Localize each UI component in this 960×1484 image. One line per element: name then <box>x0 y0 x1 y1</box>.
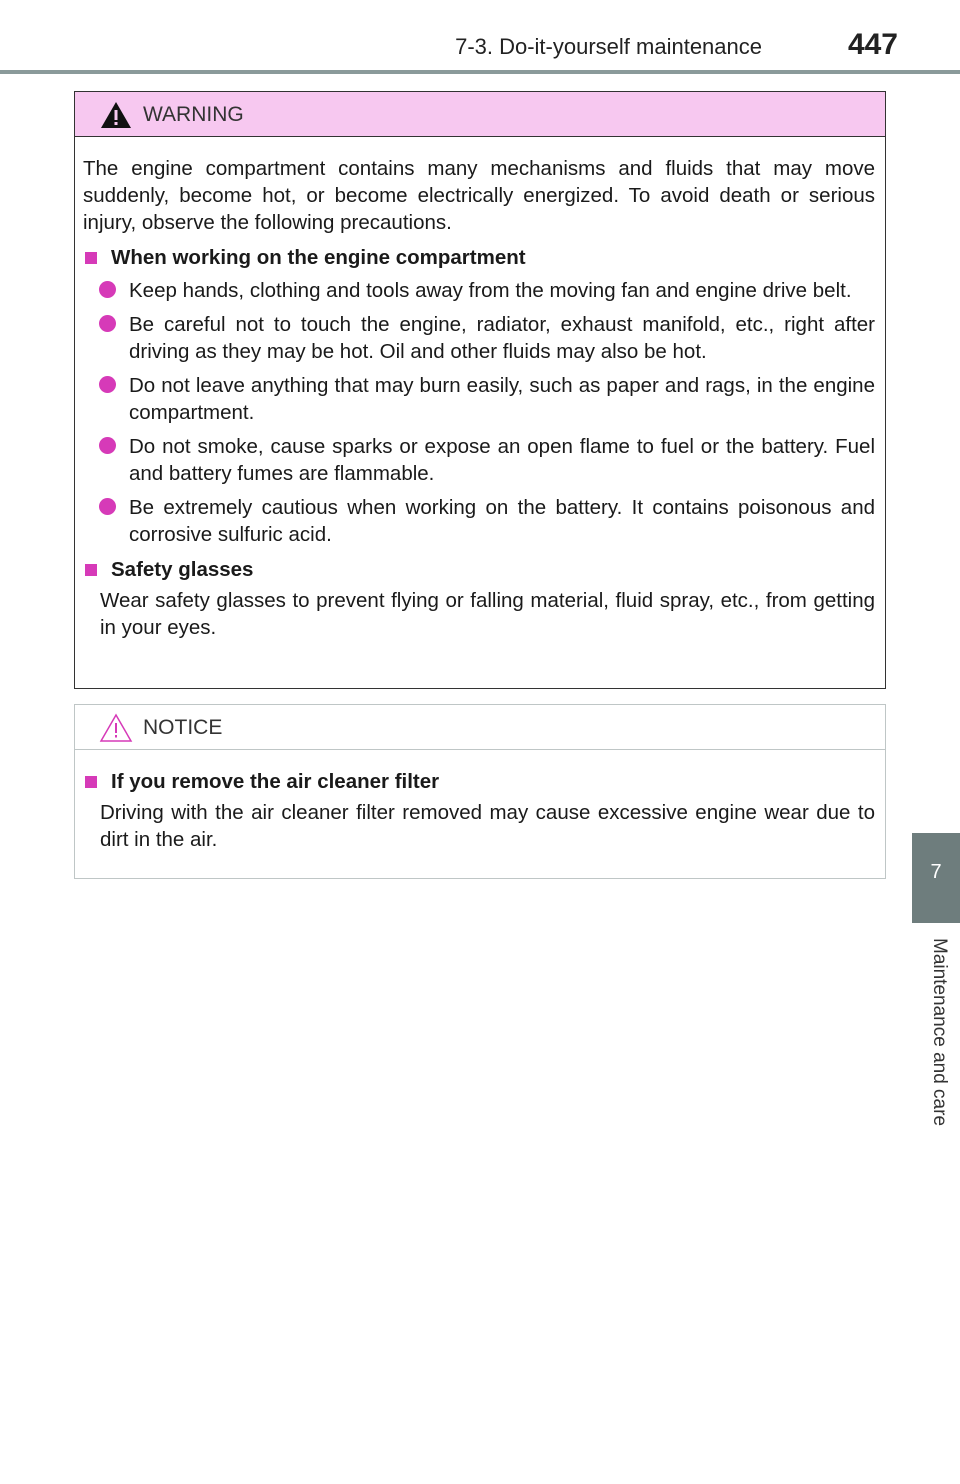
notice-box <box>74 704 886 879</box>
notice-header <box>75 705 885 750</box>
chapter-tab[interactable] <box>912 833 960 923</box>
warning-triangle-icon <box>99 100 133 130</box>
round-bullet-icon <box>99 437 116 454</box>
list-item <box>99 277 875 304</box>
warning-content <box>75 155 885 641</box>
list-item <box>99 494 875 548</box>
notice-triangle-icon <box>99 713 133 743</box>
notice-title: NOTICE <box>143 716 223 739</box>
section-title: 7-3. Do-it-yourself maintenance <box>455 34 762 59</box>
square-bullet-icon <box>85 252 97 264</box>
notice-content <box>75 768 885 853</box>
notice-heading <box>83 768 875 795</box>
header-rule <box>0 70 960 74</box>
warning-intro: The engine compartment contains many mechanisms and fluids that may move suddenly, become hot, or become electrically energized. To avoid death or serious injury, observe the following precautions. <box>83 157 875 234</box>
warning-box <box>74 91 886 689</box>
list-item-text: Keep hands, clothing and tools away from the moving fan and engine drive belt. <box>129 279 852 302</box>
list-item-text: Do not leave anything that may burn easily, such as paper and rags, in the engine compartment. <box>129 374 875 424</box>
section-heading <box>83 244 875 271</box>
square-bullet-icon <box>85 564 97 576</box>
page-number: 447 <box>847 28 898 61</box>
chapter-label: Maintenance and care <box>929 938 950 1127</box>
list-item <box>99 311 875 365</box>
round-bullet-icon <box>99 498 116 515</box>
list-item-text: Be careful not to touch the engine, radiator, exhaust manifold, etc., right after driving as they may be hot. Oil and other fluids may also be hot. <box>129 313 875 363</box>
section-heading <box>83 556 875 583</box>
list-item <box>99 433 875 487</box>
section-heading-text: Safety glasses <box>111 558 254 581</box>
round-bullet-icon <box>99 315 116 332</box>
round-bullet-icon <box>99 376 116 393</box>
list-item-text: Do not smoke, cause sparks or expose an open flame to fuel or the battery. Fuel and battery fumes are flammable. <box>129 435 875 485</box>
notice-heading-text: If you remove the air cleaner filter <box>111 770 440 793</box>
round-bullet-icon <box>99 281 116 298</box>
list-item <box>99 372 875 426</box>
section-heading-text: When working on the engine compartment <box>111 246 526 269</box>
page-header <box>0 0 960 76</box>
warning-title: WARNING <box>143 103 244 126</box>
warning-header <box>75 92 885 137</box>
notice-text: Driving with the air cleaner filter removed may cause excessive engine wear due to dirt in the air. <box>100 801 875 851</box>
square-bullet-icon <box>85 776 97 788</box>
section-text: Wear safety glasses to prevent flying or falling material, fluid spray, etc., from getting in your eyes. <box>100 589 875 639</box>
chapter-number: 7 <box>930 861 942 883</box>
list-item-text: Be extremely cautious when working on the battery. It contains poisonous and corrosive sulfuric acid. <box>129 496 875 546</box>
